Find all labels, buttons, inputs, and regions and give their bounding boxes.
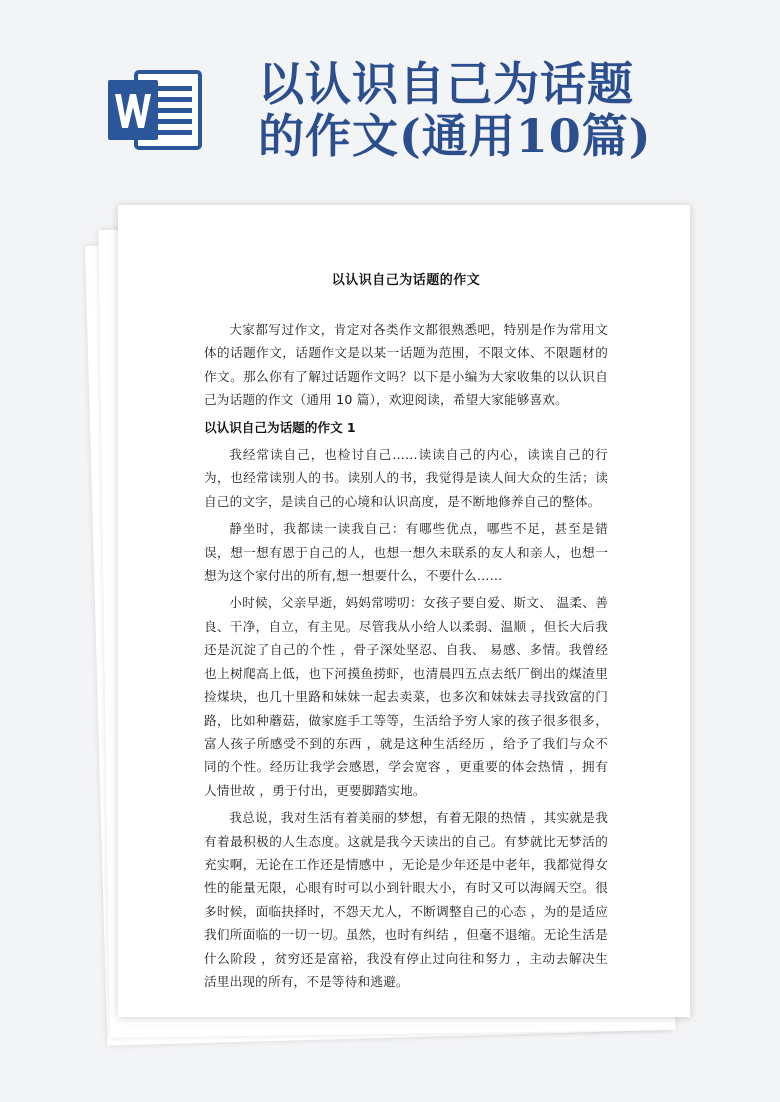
intro-paragraph: 大家都写过作文，肯定对各类作文都很熟悉吧，特别是作为常用文体的话题作文，话题作文是以某一话题为范围，不限文体、不限题材的作文。那么你有了解过话题作文吗？以下是小编为大家收集的以认识自己为话题的作文（通用 10 篇），欢迎阅读，希望大家能够喜欢。 bbox=[204, 322, 608, 408]
page-title-line-1: 以认识自己为话题 bbox=[258, 57, 634, 111]
section-heading: 以认识自己为话题的作文 1 bbox=[204, 419, 356, 435]
page-title-line-2: 的作文(通用10篇) bbox=[258, 109, 652, 163]
body-paragraph: 小时候，父亲早逝，妈妈常唠叨：女孩子要自爱、斯文、 温柔、善良、干净，自立，有主见。尽管我从小给人以柔弱、温顺 ，但长大后我还是沉淀了自己的个性 ，骨子深处坚忍、自我、 易感、多情。我曾经也上树爬高上低，也下河摸鱼捞虾，也清晨四五点去纸厂倒出的煤渣里捡煤块，也几十里路和妹妹一起去卖菜，也多次和妹妹去寻找致富的门路，比如种蘑菇，做家庭手工等等，生活给予穷人家的孩子很多很多，富人孩子所感受不到的东西 ，就是这种生活经历 ，给予了我们与众不同的个性。经历让我学会感恩，学会宽容 ，更重要的体会热情 ，拥有人情世故 ，勇于付出，更要脚踏实地。 bbox=[204, 595, 608, 798]
body-paragraph: 静坐时，我都读一读我自己：有哪些优点，哪些不足，甚至是错误，想一想有恩于自己的人，也想一想久未联系的友人和亲人，也想一想为这个家付出的所有,想一想要什么，不要什么…… bbox=[204, 521, 608, 584]
document-title: 以认识自己为话题的作文 bbox=[331, 273, 481, 288]
body-paragraph: 我总说，我对生活有着美丽的梦想，有着无限的热情 ，其实就是我有着最积极的人生态度。这就是我今天读出的自己。有梦就比无梦活的充实啊，无论在工作还是情感中 ，无论是少年还是中老年，我都觉得女性的能量无限，心眼有时可以小到针眼大小，有时又可以海阔天空。很多时候，面临抉择时，不怨天尤人，不断调整自己的心态 ，为的是适应我们所面临的一切一切。虽然，也时有纠结 ，但毫不退缩。无论生活是什么阶段 ，贫穷还是富裕，我没有停止过向往和努力 ，主动去解决生活里出现的所有，不是等待和逃避。 bbox=[204, 810, 608, 989]
word-icon bbox=[106, 64, 206, 156]
header-banner bbox=[0, 0, 780, 200]
document-page bbox=[118, 205, 690, 1017]
body-paragraph: 我经常读自己，也检讨自己……读读自己的内心，读读自己的行为，也经常读别人的书。读别人的书，我觉得是读人间大众的生活；读自己的文字，是读自己的心境和认识高度，是不断地修养自己的整体。 bbox=[204, 447, 608, 509]
